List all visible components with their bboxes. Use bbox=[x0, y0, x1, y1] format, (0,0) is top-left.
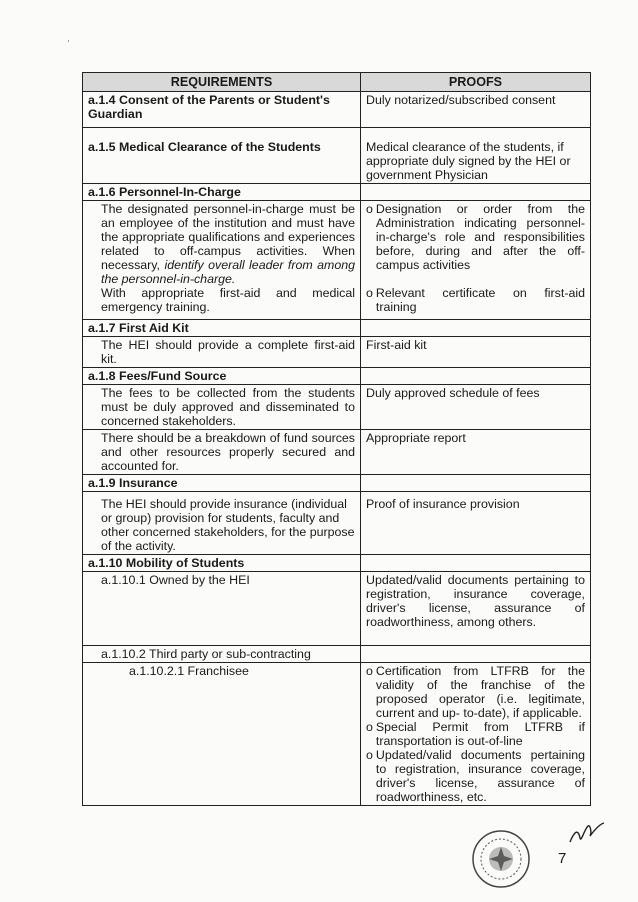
proof-cell: Duly approved schedule of fees bbox=[361, 385, 591, 430]
list-item bbox=[366, 664, 585, 720]
proof-cell: Updated/valid documents pertaining to registration, insurance coverage, driver's license, assurance of roadworthiness, among others. bbox=[361, 572, 591, 646]
requirement-cell: a.1.4 Consent of the Parents or Student's Guardian bbox=[83, 92, 361, 128]
requirement-italic-text: identify overall leader from among the personnel-in-charge. bbox=[101, 258, 356, 286]
table-row bbox=[83, 385, 591, 430]
scan-speck bbox=[68, 40, 69, 42]
header-requirements: REQUIREMENTS bbox=[83, 73, 361, 92]
empty-cell bbox=[361, 320, 591, 337]
requirement-text: With appropriate first-aid and medical emergency training. bbox=[101, 286, 355, 314]
proof-text: Special Permit from LTFRB if transportation is out-of-line bbox=[375, 720, 585, 748]
list-item bbox=[366, 202, 585, 272]
requirement-cell: There should be a breakdown of fund sources and other resources properly secured and accounted for. bbox=[83, 430, 361, 475]
proof-text: Relevant certificate on first-aid training bbox=[375, 286, 585, 314]
list-item bbox=[366, 286, 585, 314]
section-row bbox=[83, 184, 591, 201]
table-row bbox=[83, 201, 591, 320]
table-row bbox=[83, 492, 591, 555]
proof-cell: Appropriate report bbox=[361, 430, 591, 475]
table-row bbox=[83, 92, 591, 128]
empty-cell bbox=[361, 475, 591, 492]
requirements-table bbox=[82, 72, 591, 806]
section-title: a.1.9 Insurance bbox=[83, 475, 361, 492]
proof-text: Certification from LTFRB for the validity of the franchise of the proposed operator (i.e. legitimate, current and up- to-date), if applicable. bbox=[375, 664, 585, 720]
table-row bbox=[83, 646, 591, 663]
proof-text: Designation or order from the Administration indicating personnel-in-charge's role and responsibilities before, during and after the off-campus activities bbox=[375, 202, 585, 272]
section-title: a.1.8 Fees/Fund Source bbox=[83, 368, 361, 385]
empty-cell bbox=[361, 368, 591, 385]
empty-cell bbox=[361, 184, 591, 201]
proof-cell: Proof of insurance provision bbox=[361, 492, 591, 555]
list-item bbox=[366, 748, 585, 804]
proof-cell: Medical clearance of the students, if appropriate duly signed by the HEI or government Physician bbox=[361, 128, 591, 184]
requirement-cell: a.1.10.1 Owned by the HEI bbox=[83, 572, 361, 646]
table-row bbox=[83, 663, 591, 806]
proof-cell: First-aid kit bbox=[361, 337, 591, 368]
section-title: a.1.6 Personnel-In-Charge bbox=[83, 184, 361, 201]
proof-cell bbox=[361, 201, 591, 320]
section-row bbox=[83, 368, 591, 385]
handwritten-initials-icon bbox=[566, 818, 606, 848]
section-row bbox=[83, 555, 591, 572]
bullet-icon: o bbox=[366, 664, 373, 678]
bullet-icon: o bbox=[366, 286, 373, 300]
section-title: a.1.7 First Aid Kit bbox=[83, 320, 361, 337]
bullet-icon: o bbox=[366, 202, 373, 216]
requirement-text: The designated personnel-in-charge must be an employee of the institution and must have the appropriate qualifications and experiences related to off-campus activities. When necessary, bbox=[101, 202, 355, 272]
page-number: 7 bbox=[558, 850, 567, 867]
requirement-cell: a.1.10.2.1 Franchisee bbox=[83, 663, 361, 806]
requirement-cell: a.1.10.2 Third party or sub-contracting bbox=[83, 646, 361, 663]
requirement-cell: a.1.5 Medical Clearance of the Students bbox=[83, 128, 361, 184]
proof-cell bbox=[361, 663, 591, 806]
requirement-cell: The fees to be collected from the students must be duly approved and disseminated to concerned stakeholders. bbox=[83, 385, 361, 430]
section-row bbox=[83, 475, 591, 492]
list-item bbox=[366, 720, 585, 748]
proof-text: Updated/valid documents pertaining to registration, insurance coverage, driver's license, assurance of roadworthiness, etc. bbox=[375, 748, 585, 804]
university-seal-icon bbox=[470, 828, 532, 890]
table-row bbox=[83, 430, 591, 475]
table-row bbox=[83, 337, 591, 368]
table-row bbox=[83, 572, 591, 646]
proof-cell: Duly notarized/subscribed consent bbox=[361, 92, 591, 128]
bullet-icon: o bbox=[366, 748, 373, 762]
table-header-row bbox=[83, 73, 591, 92]
section-row bbox=[83, 320, 591, 337]
empty-cell bbox=[361, 555, 591, 572]
requirement-cell: The HEI should provide a complete first-aid kit. bbox=[83, 337, 361, 368]
initials-stroke bbox=[570, 823, 604, 842]
requirement-cell: The HEI should provide insurance (individual or group) provision for students, faculty and other concerned stakeholders, for the purpose of the activity. bbox=[83, 492, 361, 555]
section-title: a.1.10 Mobility of Students bbox=[83, 555, 361, 572]
bullet-icon: o bbox=[366, 720, 373, 734]
table-row bbox=[83, 128, 591, 184]
requirement-cell bbox=[83, 201, 361, 320]
empty-cell bbox=[361, 646, 591, 663]
header-proofs: PROOFS bbox=[361, 73, 591, 92]
